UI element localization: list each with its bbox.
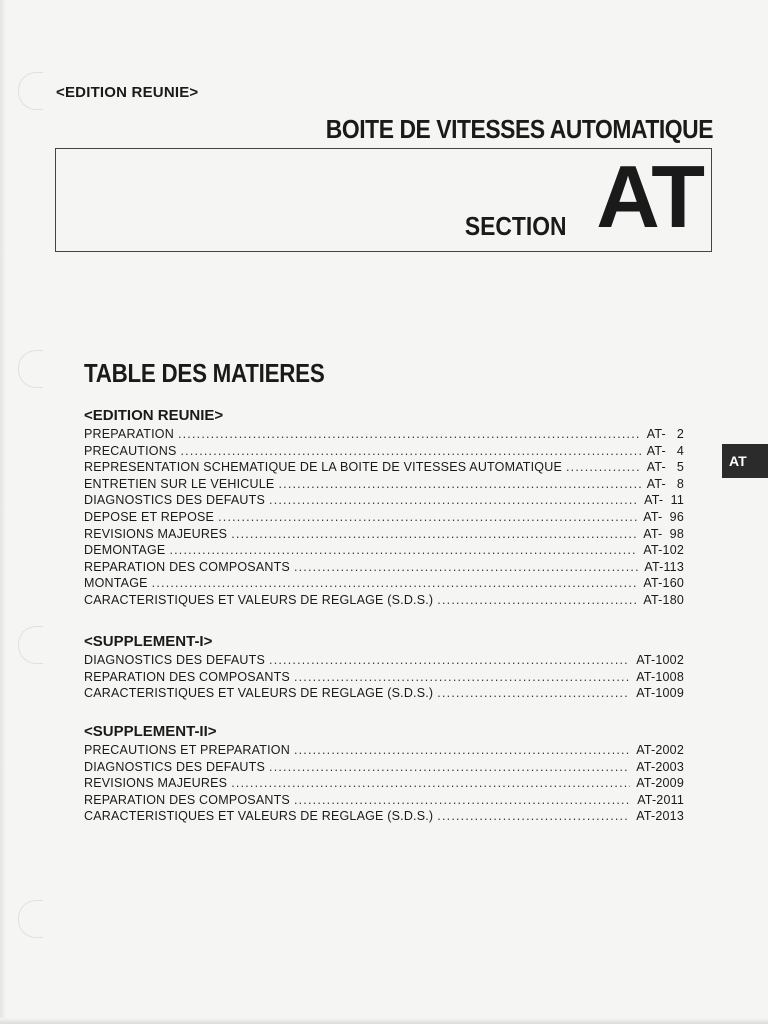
leader-dots <box>169 542 637 559</box>
toc-entry[interactable] <box>84 792 684 809</box>
binder-hole-mark <box>18 900 43 938</box>
leader-dots <box>437 685 630 702</box>
toc-entry[interactable] <box>84 575 684 592</box>
toc-entry-page: AT-2009 <box>636 776 684 791</box>
toc-entry[interactable] <box>84 559 684 576</box>
leader-dots <box>294 559 638 576</box>
leader-dots <box>437 808 630 825</box>
toc-group-supplement-1 <box>84 632 684 702</box>
leader-dots <box>294 669 630 686</box>
toc-entry-page: AT- 5 <box>646 460 684 475</box>
toc-entry[interactable] <box>84 742 684 759</box>
toc-entry[interactable] <box>84 459 684 476</box>
leader-dots <box>278 476 640 493</box>
toc-entry-label: CARACTERISTIQUES ET VALEURS DE REGLAGE (S.D.S.) <box>84 809 434 824</box>
toc-entry[interactable] <box>84 808 684 825</box>
toc-group-edition-reunie <box>84 406 684 609</box>
leader-dots <box>269 652 630 669</box>
toc-entry-page: AT- 98 <box>643 526 684 541</box>
toc-entry[interactable] <box>84 669 684 686</box>
section-code: AT <box>596 147 703 246</box>
leader-dots <box>566 459 641 476</box>
toc-entry-label: DEMONTAGE <box>84 543 166 558</box>
section-tab-at[interactable]: AT <box>722 444 768 478</box>
toc-entry-page: AT- 96 <box>643 509 684 524</box>
toc-entry-page: AT-113 <box>644 559 684 574</box>
leader-dots <box>231 526 637 543</box>
toc-group-supplement-2 <box>84 722 684 825</box>
leader-dots <box>152 575 638 592</box>
toc-entry[interactable] <box>84 492 684 509</box>
leader-dots <box>269 759 630 776</box>
toc-entry[interactable] <box>84 759 684 776</box>
toc-entry-label: PRECAUTIONS <box>84 443 177 458</box>
toc-entry-page: AT-180 <box>643 592 684 607</box>
section-word: SECTION <box>465 211 567 241</box>
toc-entry-page: AT- 8 <box>646 476 684 491</box>
toc-entry-page: AT- 11 <box>644 493 684 508</box>
toc-entry[interactable] <box>84 526 684 543</box>
toc-entry[interactable] <box>84 652 684 669</box>
toc-entry-page: AT- 4 <box>646 443 684 458</box>
leader-dots <box>178 426 641 443</box>
toc-entry-label: PREPARATION <box>84 427 174 441</box>
toc-entry[interactable] <box>84 542 684 559</box>
toc-entry-label: DIAGNOSTICS DES DEFAUTS <box>84 653 266 667</box>
toc-entry-label: CARACTERISTIQUES ET VALEURS DE REGLAGE (S.D.S.) <box>84 686 434 701</box>
page-edge-bottom <box>0 1018 768 1024</box>
toc-entry[interactable] <box>84 685 684 702</box>
section-box <box>55 148 712 252</box>
toc-entry-page: AT-2011 <box>637 792 684 807</box>
toc-entry-page: AT-2002 <box>636 743 684 757</box>
toc-entry-label: PRECAUTIONS ET PREPARATION <box>84 743 290 757</box>
toc-group-title: <SUPPLEMENT-II> <box>84 723 217 740</box>
toc-entry[interactable] <box>84 426 684 443</box>
toc-entry-page: AT-1009 <box>636 686 684 701</box>
toc-group-title: <SUPPLEMENT-I> <box>84 633 213 650</box>
toc-entry-label: REPARATION DES COMPOSANTS <box>84 559 290 574</box>
leader-dots <box>269 492 638 509</box>
binder-hole-mark <box>18 350 43 388</box>
toc-entry-label: DEPOSE ET REPOSE <box>84 509 215 524</box>
leader-dots <box>294 742 630 759</box>
page-edge <box>0 0 6 1024</box>
toc-entry-label: MONTAGE <box>84 576 148 591</box>
toc-entry-page: AT-2003 <box>636 759 684 774</box>
leader-dots <box>437 592 637 609</box>
toc-group-title: <EDITION REUNIE> <box>84 407 224 424</box>
toc-entry-page: AT-1002 <box>636 653 684 667</box>
page-title: BOITE DE VITESSES AUTOMATIQUE <box>325 114 713 144</box>
leader-dots <box>294 792 631 809</box>
toc-entry-page: AT-1008 <box>636 669 684 684</box>
toc-entry[interactable] <box>84 775 684 792</box>
leader-dots <box>231 775 630 792</box>
toc-entry-label: CARACTERISTIQUES ET VALEURS DE REGLAGE (S.D.S.) <box>84 592 434 607</box>
toc-entry-label: DIAGNOSTICS DES DEFAUTS <box>84 759 266 774</box>
toc-heading: TABLE DES MATIERES <box>84 358 325 388</box>
toc-entry-page: AT-2013 <box>636 809 684 824</box>
leader-dots <box>181 443 641 460</box>
toc-entry[interactable] <box>84 509 684 526</box>
leader-dots <box>218 509 637 526</box>
binder-hole-mark <box>18 72 43 110</box>
toc-entry-page: AT-102 <box>643 543 684 558</box>
toc-entry[interactable] <box>84 592 684 609</box>
toc-entry-label: DIAGNOSTICS DES DEFAUTS <box>84 493 266 508</box>
toc-entry-label: REVISIONS MAJEURES <box>84 526 228 541</box>
binder-hole-mark <box>18 626 43 664</box>
edition-label: <EDITION REUNIE> <box>56 84 199 101</box>
toc-entry[interactable] <box>84 476 684 493</box>
toc-entry-label: REPRESENTATION SCHEMATIQUE DE LA BOITE DE VITESSES AUTOMATIQUE <box>84 460 562 475</box>
toc-entry-label: REVISIONS MAJEURES <box>84 776 228 791</box>
toc-entry-label: ENTRETIEN SUR LE VEHICULE <box>84 476 275 491</box>
toc-entry-page: AT-160 <box>643 576 684 591</box>
toc-entry[interactable] <box>84 443 684 460</box>
toc-entry-page: AT- 2 <box>646 427 684 441</box>
toc-entry-label: REPARATION DES COMPOSANTS <box>84 792 290 807</box>
toc-entry-label: REPARATION DES COMPOSANTS <box>84 669 290 684</box>
